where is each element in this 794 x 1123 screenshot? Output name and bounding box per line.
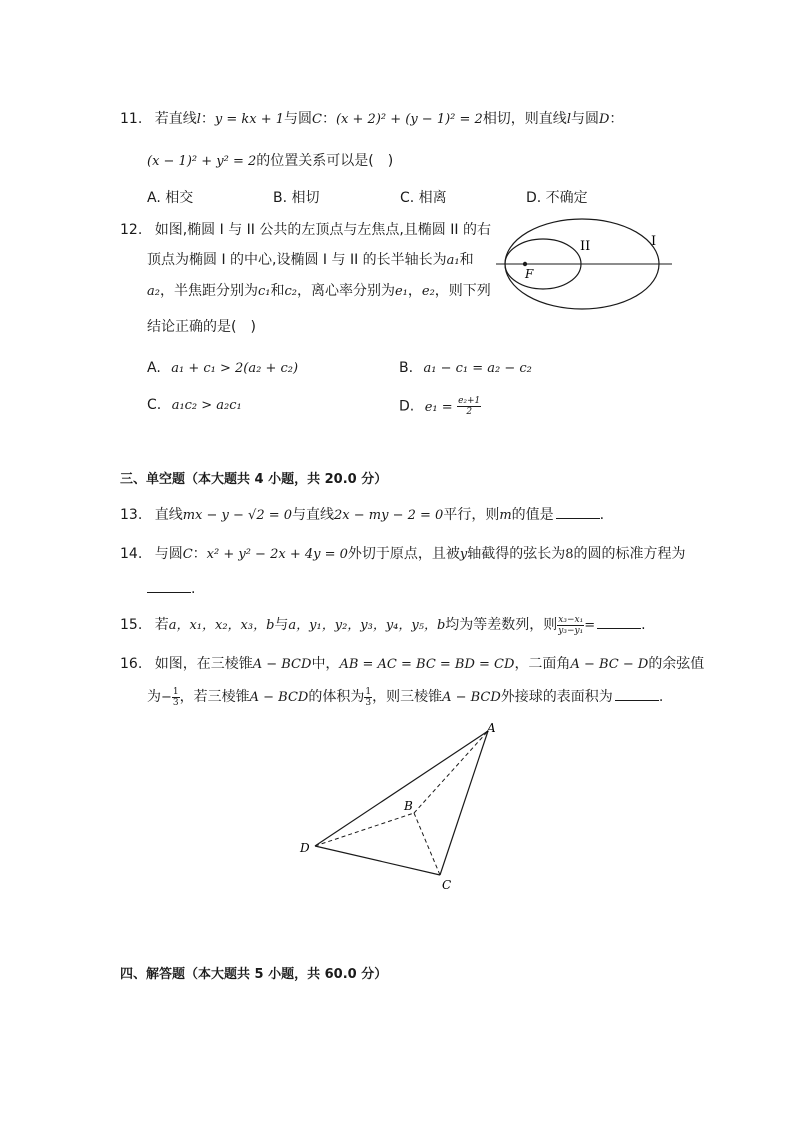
- q12-option-a-label: A.: [147, 360, 161, 376]
- q11-colon: ：: [200, 111, 215, 127]
- q11-line2: [147, 150, 393, 170]
- q15-answer-blank: [597, 616, 641, 629]
- edge-AC: [440, 731, 488, 875]
- q16-answer-blank: [615, 688, 659, 701]
- q12-text1: 如图,椭圆 I 与 II 公共的左顶点与左焦点,且椭圆 II 的右: [154, 222, 491, 238]
- q14-C: C: [182, 547, 193, 562]
- q16-tetra3: A − BCD: [442, 690, 501, 705]
- vertex-label-C: C: [442, 878, 452, 892]
- q15: [120, 614, 646, 636]
- q16-text3: ，二面角: [514, 656, 571, 672]
- q12-option-c-expr: a₁c₂ > a₂c₁: [171, 398, 242, 413]
- q12-text3a: ，半焦距分别为: [159, 283, 258, 299]
- focus-point: [523, 262, 527, 266]
- q12-option-d-num: e₂+1: [458, 396, 481, 406]
- q12-option-d-fraction: [457, 396, 481, 417]
- q14-line2: [147, 580, 195, 597]
- q16-vol-den: 3: [365, 697, 372, 708]
- q15-seq1: a，x₁，x₂，x₃，b: [168, 618, 275, 633]
- q16-vol-num: 1: [365, 686, 372, 697]
- q12-option-d-label: D.: [399, 398, 415, 415]
- q11-option-a: A. 相交: [147, 190, 194, 206]
- q11-D: D: [598, 112, 610, 127]
- q12-option-b-label: B.: [399, 360, 414, 376]
- q12-a1: a₁: [446, 253, 460, 268]
- q12-and: 和: [459, 252, 474, 268]
- q16-text6: ，若三棱锥: [179, 689, 250, 705]
- q16-period: .: [658, 689, 664, 705]
- q16-text8: ，则三棱锥: [372, 689, 443, 705]
- q15-text3: 均为等差数列，则: [445, 617, 558, 633]
- q11-l: l: [196, 112, 201, 127]
- q12-line2: [147, 249, 474, 269]
- q11-option-c: C. 相离: [400, 190, 447, 206]
- q12-line4: 结论正确的是( ): [147, 319, 256, 335]
- q11-line1: [120, 108, 623, 128]
- q16-text5: 为: [147, 689, 161, 705]
- q12-text2: 顶点为椭圆 I 的中心,设椭圆 I 与 II 的长半轴长为: [147, 252, 447, 268]
- q15-frac-num: x₃−x₁: [558, 614, 584, 625]
- q11-C: C: [312, 112, 322, 127]
- q16-volume-fraction: [364, 687, 372, 708]
- q11-text: 若直线: [154, 111, 197, 127]
- edge-DC: [315, 846, 440, 875]
- q12-a2: a₂: [147, 284, 160, 299]
- q11-line-eq: y = kx + 1: [214, 112, 285, 127]
- q13-period: .: [599, 507, 605, 523]
- label-ellipse-II: II: [580, 239, 591, 254]
- q12-option-c-label: C.: [147, 397, 162, 413]
- q15-text2: 与: [274, 617, 289, 633]
- q14-eq: x² + y² − 2x + 4y = 0: [206, 547, 348, 562]
- section-4-heading: 四、解答题（本大题共 5 小题，共 60.0 分）: [120, 967, 388, 982]
- q16-equalities: AB = AC = BC = BD = CD: [339, 657, 515, 672]
- q11-text2: 与圆: [284, 111, 313, 127]
- q16-cos-fraction: [172, 687, 180, 708]
- q14-period: .: [191, 581, 196, 597]
- q16-text7: 的体积为: [308, 689, 365, 705]
- q12-comma: ，: [407, 283, 422, 299]
- ellipse-figure: [494, 216, 674, 316]
- q11-text5: 的位置关系可以是( ): [256, 153, 394, 169]
- q14-eight: 8: [565, 547, 574, 562]
- q14-number: 14.: [120, 546, 143, 562]
- q15-text1: 若: [154, 617, 169, 633]
- q12-option-b-expr: a₁ − c₁ = a₂ − c₂: [423, 361, 532, 376]
- vertex-label-D: D: [300, 841, 310, 855]
- edge-DB: [315, 813, 414, 846]
- q11-option-d: D. 不确定: [526, 190, 588, 206]
- q12-c2: c₂: [284, 284, 297, 299]
- q16-text2: 中，: [311, 656, 340, 672]
- q12-line3: [147, 280, 491, 300]
- q16-line1: [120, 653, 704, 673]
- q16-line2: [147, 686, 663, 708]
- q16-text9: 外接球的表面积为: [500, 689, 613, 705]
- q13: [120, 504, 604, 524]
- q16-cos-num: 1: [172, 686, 179, 697]
- q16-dihedral: A − BC − D: [570, 657, 649, 672]
- vertex-label-B: B: [404, 799, 413, 813]
- q12-option-a-expr: a₁ + c₁ > 2(a₂ + c₂): [171, 361, 299, 376]
- q13-text3: 平行，则: [443, 507, 500, 523]
- q15-seq2: a，y₁，y₂，y₃，y₄，y₅，b: [288, 618, 446, 633]
- q11-circle-D: (x − 1)² + y² = 2: [147, 154, 257, 169]
- tetrahedron-figure: [294, 718, 514, 894]
- q12-e1: e₁: [394, 284, 408, 299]
- q14-text4: 的圆的标准方程为: [573, 546, 686, 562]
- q12-option-a: [147, 360, 298, 376]
- q13-text4: 的值是: [511, 507, 554, 523]
- q12-e2: e₂: [421, 284, 435, 299]
- q14-answer-blank: [147, 580, 191, 593]
- q11-l2: l: [566, 112, 571, 127]
- q16-tetra2: A − BCD: [249, 690, 309, 705]
- q11-number: 11.: [120, 111, 143, 127]
- q14-text1: 与圆: [154, 546, 183, 562]
- q14-text3: 轴截得的弦长为: [467, 546, 566, 562]
- section-3-heading: 三、单空题（本大题共 4 小题，共 20.0 分）: [120, 472, 388, 487]
- q13-text2: 与直线: [292, 507, 335, 523]
- q11-option-b: B. 相切: [273, 190, 320, 206]
- q12-line1: [120, 219, 491, 239]
- q11-text3: 相切，则直线: [482, 111, 567, 127]
- q12-option-d-left: e₁ =: [424, 399, 453, 415]
- q15-fraction: [557, 615, 584, 636]
- q15-number: 15.: [120, 617, 143, 633]
- label-ellipse-I: I: [651, 234, 657, 249]
- q14-text2: 外切于原点，且被: [347, 546, 460, 562]
- q15-frac-den: y₃−y₁: [558, 625, 584, 636]
- q16-cos-den: 3: [172, 697, 179, 708]
- q11-circle-C: (x + 2)² + (y − 1)² = 2: [335, 112, 483, 127]
- q11-colon2: ：: [321, 111, 336, 127]
- q13-text1: 直线: [154, 507, 183, 523]
- label-F: F: [525, 267, 534, 281]
- q12-option-c: [147, 397, 242, 413]
- q12-text3c: ，离心率分别为: [296, 283, 395, 299]
- q13-eq1: mx − y − √2 = 0: [182, 508, 293, 523]
- q14-y: y: [459, 547, 468, 562]
- q13-number: 13.: [120, 507, 143, 523]
- q14-colon: ：: [192, 546, 207, 562]
- q12-option-d-den: 2: [466, 407, 473, 417]
- q12-text3e: ，则下列: [434, 283, 491, 299]
- q16-number: 16.: [120, 656, 143, 672]
- q16-text1: 如图，在三棱锥: [154, 656, 253, 672]
- q13-m: m: [499, 508, 512, 523]
- q11-colon3: ：: [609, 111, 624, 127]
- vertex-label-A: A: [487, 721, 496, 735]
- q11-text4: 与圆: [570, 111, 599, 127]
- q13-answer-blank: [556, 506, 600, 519]
- q12-option-d: [399, 396, 481, 417]
- q12-option-b: [399, 360, 532, 376]
- q12-and2: 和: [270, 283, 285, 299]
- q15-equals: =: [584, 618, 596, 633]
- q13-eq2: 2x − my − 2 = 0: [334, 508, 444, 523]
- q12-number: 12.: [120, 222, 143, 238]
- q16-text4: 的余弦值: [648, 656, 705, 672]
- q16-tetra1: A − BCD: [252, 657, 312, 672]
- q16-minus: −: [161, 690, 172, 705]
- q14-line1: [120, 543, 686, 563]
- edge-DA: [315, 731, 488, 846]
- q12-c1: c₁: [257, 284, 271, 299]
- q15-period: .: [641, 617, 646, 633]
- edge-BA: [414, 731, 488, 813]
- edge-BC: [414, 813, 440, 875]
